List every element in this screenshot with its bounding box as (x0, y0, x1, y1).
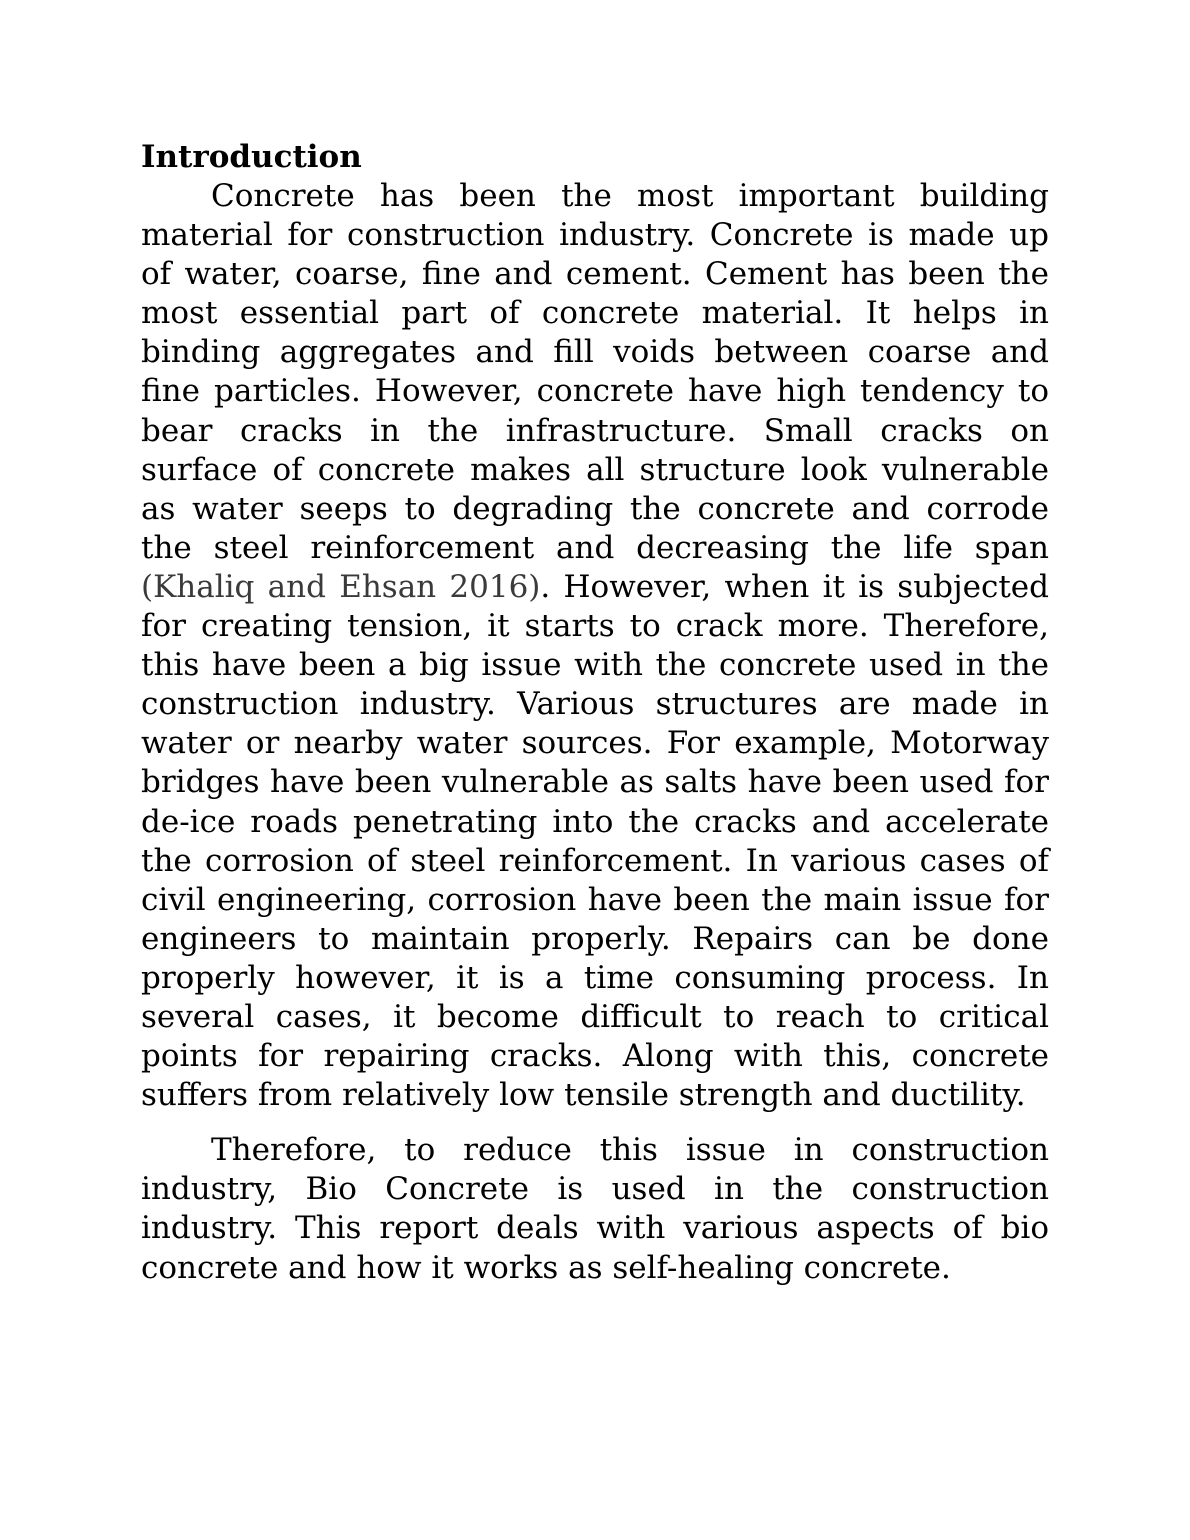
paragraph-intro-text-end: . However, when it is subjected for creating tension, it starts to crack more. Therefore, this have been a big issue with the concrete used in the construction industry. Various structures are made in water or nearby water sources. For example, Motorway bridges have been vulnerable as salts have been used for de-ice roads penetrating into the cracks and accelerate the corrosion of steel reinforcement. In various cases of civil engineering, corrosion have been the main issue for engineers to maintain properly. Repairs can be done properly however, it is a time consuming process. In several cases, it become difficult to reach to critical points for repairing cracks. Along with this, concrete suffers from relatively low tensile strength and ductility. (141, 568, 1049, 1114)
citation-link[interactable]: (Khaliq and Ehsan 2016) (141, 568, 541, 605)
section-heading: Introduction (141, 139, 362, 175)
paragraph-intro (141, 177, 1049, 1115)
document-body (141, 138, 1049, 1288)
paragraph-intro-text-start: Concrete has been the most important building material for construction industry. Concrete is made up of water, coarse, fine and cement. Cement has been the most essential part of concrete material. It helps in binding aggregates and fill voids between coarse and fine particles. However, concrete have high tendency to bear cracks in the infrastructure. Small cracks on surface of concrete makes all structure look vulnerable as water seeps to degrading the concrete and corrode the steel reinforcement and decreasing the life span (141, 178, 1049, 566)
paragraph-bio-concrete: Therefore, to reduce this issue in construction industry, Bio Concrete is used in the construction industry. This report deals with various aspects of bio concrete and how it works as self-healing concrete. (141, 1132, 1049, 1286)
